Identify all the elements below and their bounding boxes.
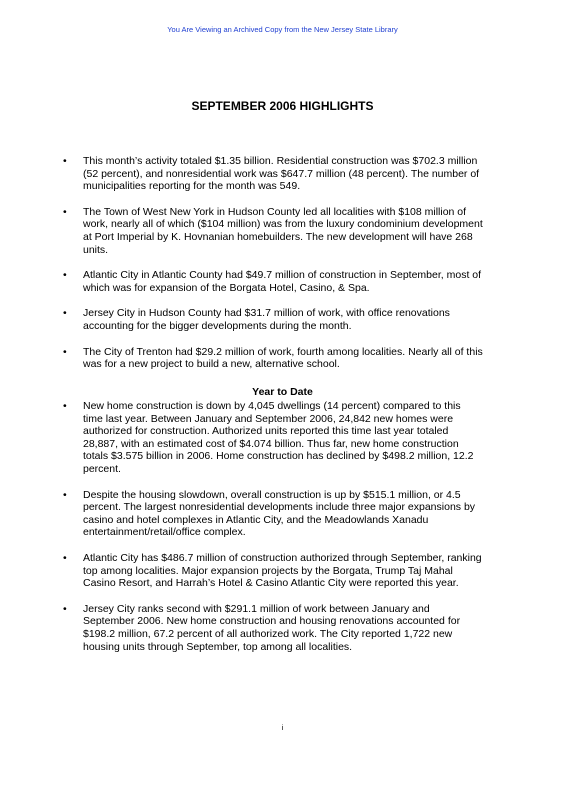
list-item — [63, 269, 483, 294]
ytd-text: Atlantic City has $486.7 million of construction authorized through September, ranking top among localities. Major expansion projects by the Borgata, Trump Taj Mahal Casino Resort, and Harrah’s Hotel & Casino Atlantic City were reported this year. — [83, 551, 482, 590]
bullet-icon: • — [63, 345, 67, 358]
list-item — [63, 206, 483, 256]
highlight-text: Jersey City in Hudson County had $31.7 million of work, with office renovations accounting for the bigger developments during the month. — [83, 307, 450, 332]
year-to-date-heading: Year to Date — [252, 386, 313, 398]
list-item — [63, 346, 483, 371]
bullet-icon: • — [63, 551, 67, 564]
highlight-text: Atlantic City in Atlantic County had $49.7 million of construction in September, most of which was for expansion of the Borgata Hotel, Casino, & Spa. — [83, 269, 482, 294]
bullet-icon: • — [63, 307, 67, 320]
list-item — [63, 155, 483, 193]
highlight-text: This month’s activity totaled $1.35 billion. Residential construction was $702.3 million (52 percent), and nonresidential work was $647.7 million (48 percent). The number of municipalities reporting for the month was 549. — [83, 155, 480, 193]
ytd-text: Jersey City ranks second with $291.1 million of work between January and September 2006. New home construction and housing renovations accounted for $198.2 million, 67.2 percent of all authorized work. The City reported 1,722 new housing units through September, top among all localities. — [83, 602, 461, 653]
ytd-text: Despite the housing slowdown, overall construction is up by $515.1 million, or 4.5 percent. The largest nonresidential developments include three major expansions by casino and hotel complexes in Atlantic City, and the Meadowlands Xanadu entertainment/retail/office complex. — [83, 488, 476, 539]
list-item — [63, 552, 483, 590]
bullet-icon: • — [63, 205, 67, 218]
highlight-text: The City of Trenton had $29.2 million of work, fourth among localities. Nearly all of this was for a new project to build a new, alternative school. — [83, 345, 483, 371]
page-title: SEPTEMBER 2006 HIGHLIGHTS — [191, 99, 374, 113]
bullet-icon: • — [63, 602, 67, 615]
highlight-text: The Town of West New York in Hudson County led all localities with $108 million of work, nearly all of which ($104 million) was from the luxury condominium development at Port Imperial by K. Hovnanian homebuilders. The new development will have 268 units. — [83, 205, 483, 256]
bullet-icon: • — [63, 155, 67, 167]
page-number: i — [281, 723, 284, 732]
bullet-icon: • — [63, 488, 67, 501]
ytd-text: New home construction is down by 4,045 dwellings (14 percent) compared to this time last year. Between January and September 2006, 24,842 new homes were authorized for construction. Authorized units reported this time last year totaled 28,887, with an estimated cost of $4.074 billion. Thus far, new home construction totals $3.575 billion in 2006. Home construction has declined by $498.2 million, 12.2 percent. — [83, 400, 474, 475]
archive-banner: You Are Viewing an Archived Copy from the New Jersey State Library — [167, 25, 398, 34]
bullet-icon: • — [63, 400, 67, 412]
list-item — [63, 489, 483, 539]
bullet-icon: • — [63, 269, 67, 282]
list-item — [63, 400, 483, 476]
list-item — [63, 307, 483, 332]
list-item — [63, 603, 483, 653]
highlights-list — [63, 155, 483, 384]
year-to-date-list — [63, 400, 483, 666]
